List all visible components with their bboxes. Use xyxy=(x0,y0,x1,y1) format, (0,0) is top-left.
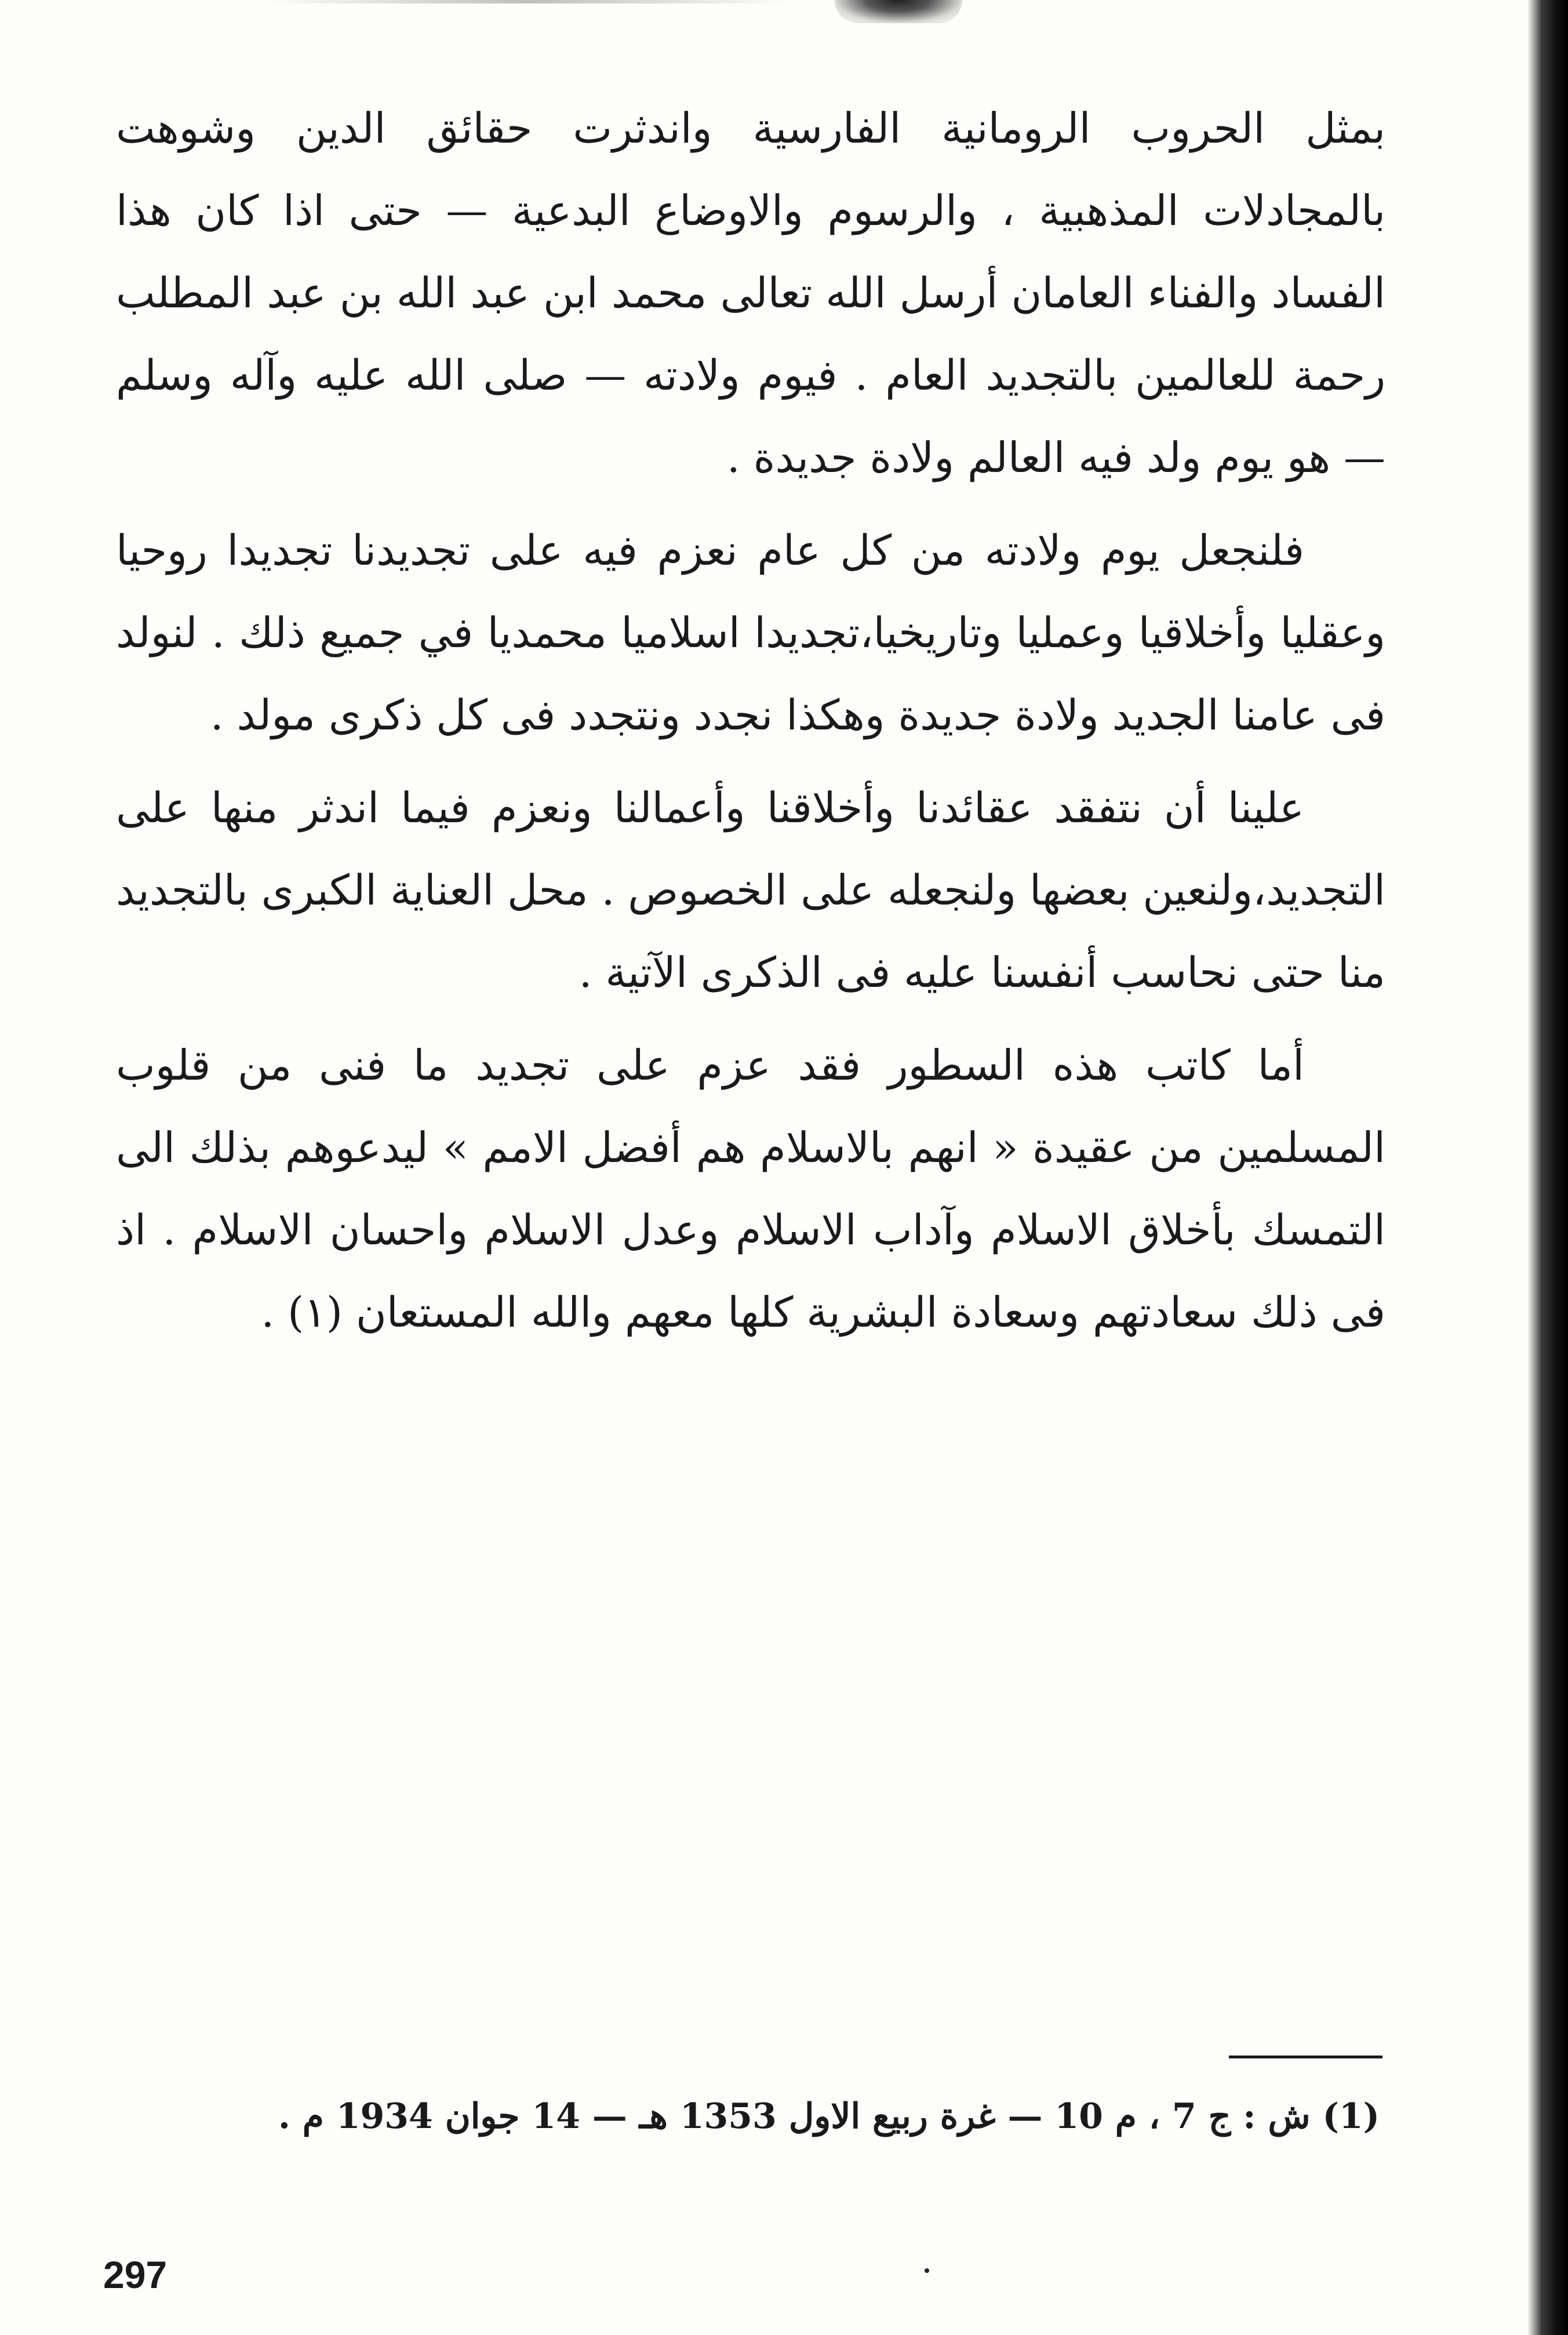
scan-speck xyxy=(925,2268,929,2273)
binding-edge-shadow xyxy=(1527,0,1568,2335)
paragraph-1: بمثل الحروب الرومانية الفارسية واندثرت حقائق الدين وشوهت بالمجادلات المذهبية ، والرسوم والاوضاع البدعية — حتى اذا كان هذا الفساد والفناء العامان أرسل الله تعالى محمد ابن عبد الله بن عبد المطلب رحمة للعالمين بالتجديد العام . فيوم ولادته — صلى الله عليه وآله وسلم — هو يوم ولد فيه العالم ولادة جديدة . xyxy=(116,104,1385,482)
top-scan-mark xyxy=(267,0,788,3)
page-number: 297 xyxy=(103,2253,168,2296)
paragraph-3: علينا أن نتفقد عقائدنا وأخلاقنا وأعمالنا ونعزم فيما اندثر منها على التجديد،ولنعين بعضها ولنجعله على الخصوص . محل العناية الكبرى بالتجديد منا حتى نحاسب أنفسنا عليه فى الذكرى الآتية . xyxy=(116,783,1385,997)
paragraph-4: أما كاتب هذه السطور فقد عزم على تجديد ما فنى من قلوب المسلمين من عقيدة « انهم بالاسلام هم أفضل الامم » ليدعوهم بذلك الى التمسك بأخلاق الاسلام وآداب الاسلام وعدل الاسلام واحسان الاسلام . اذ فى ذلك سعادتهم وسعادة البشرية كلها معهم والله المستعان (١) . xyxy=(116,1041,1385,1337)
footnote: (1) ش : ج 7 ، م 10 — غرة ربيع الاول 1353 هـ — 14 جوان 1934 م . xyxy=(278,2096,1380,2137)
footnote-divider xyxy=(1229,2056,1383,2058)
paragraph-2: فلنجعل يوم ولادته من كل عام نعزم فيه على تجديدنا تجديدا روحيا وعقليا وأخلاقيا وعمليا وتاريخيا،تجديدا اسلاميا محمديا في جميع ذلك . لنولد فى عامنا الجديد ولادة جديدة وهكذا نجدد ونتجدد فى كل ذكرى مولد . xyxy=(116,526,1385,739)
article-body xyxy=(116,87,1385,1364)
top-scan-smudge xyxy=(835,0,962,23)
